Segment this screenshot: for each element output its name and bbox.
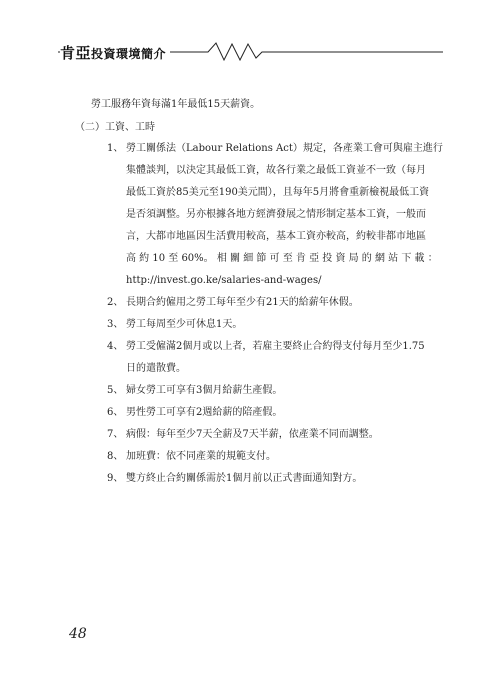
header-title-small: 投資環境簡介 <box>91 47 167 61</box>
item-line: 長期合約僱用之勞工每年至少有21天的給薪年休假。 <box>126 297 359 308</box>
item-line: 高 約 10 至 60%。 相 關 細 節 可 至 肯 亞 投 資 局 的 網 站 下 載 ： <box>126 253 438 264</box>
page-number: 48 <box>69 626 87 642</box>
item-line: 言，大都市地區因生活費用較高，基本工資亦較高，約較非都市地區 <box>126 231 426 242</box>
item-number: 1、 <box>107 143 124 154</box>
item-number: 6、 <box>107 407 124 418</box>
item-number: 5、 <box>107 385 124 396</box>
section-heading: （二）工資、工時 <box>75 122 155 133</box>
item-number: 9、 <box>107 473 124 484</box>
item-line: 最低工資於85美元至190美元間），且每年5月將會重新檢視最低工資 <box>126 187 430 198</box>
item-line: 勞工每周至少可休息1天。 <box>126 319 243 330</box>
item-line: 雙方終止合約關係需於1個月前以正式書面通知對方。 <box>126 473 363 484</box>
item-line: 男性勞工可享有2週給薪的陪產假。 <box>126 407 283 418</box>
item-number: 7、 <box>107 429 124 440</box>
item-number: 3、 <box>107 319 124 330</box>
item-line: 病假：每年至少7天全薪及7天半薪，依產業不同而調整。 <box>126 429 379 440</box>
item-line: 加班費：依不同產業的規範支付。 <box>126 451 276 462</box>
item-number: 2、 <box>107 297 124 308</box>
page-header <box>58 38 443 64</box>
item-line: 是否須調整。另亦根據各地方經濟發展之情形制定基本工資，一般而 <box>126 209 426 220</box>
header-title <box>60 42 170 63</box>
intro-line: 勞工服務年資每滿1年最低15天薪資。 <box>91 99 261 110</box>
item-line: 勞工關係法（Labour Relations Act）規定，各產業工會可與雇主進行 <box>126 143 443 154</box>
item-link[interactable]: http://invest.go.ke/salaries-and-wages/ <box>126 275 322 286</box>
item-number: 4、 <box>107 341 124 352</box>
item-line: 集體談判，以決定其最低工資，故各行業之最低工資並不一致（每月 <box>126 165 426 176</box>
item-line: 婦女勞工可享有3個月給薪生產假。 <box>126 385 283 396</box>
item-line: 日的遣散費。 <box>126 363 186 374</box>
item-number: 8、 <box>107 451 124 462</box>
item-line: 勞工受僱滿2個月或以上者，若雇主要終止合約得支付每月至少1.75 <box>126 341 425 352</box>
header-title-big: 肯亞 <box>60 44 92 62</box>
